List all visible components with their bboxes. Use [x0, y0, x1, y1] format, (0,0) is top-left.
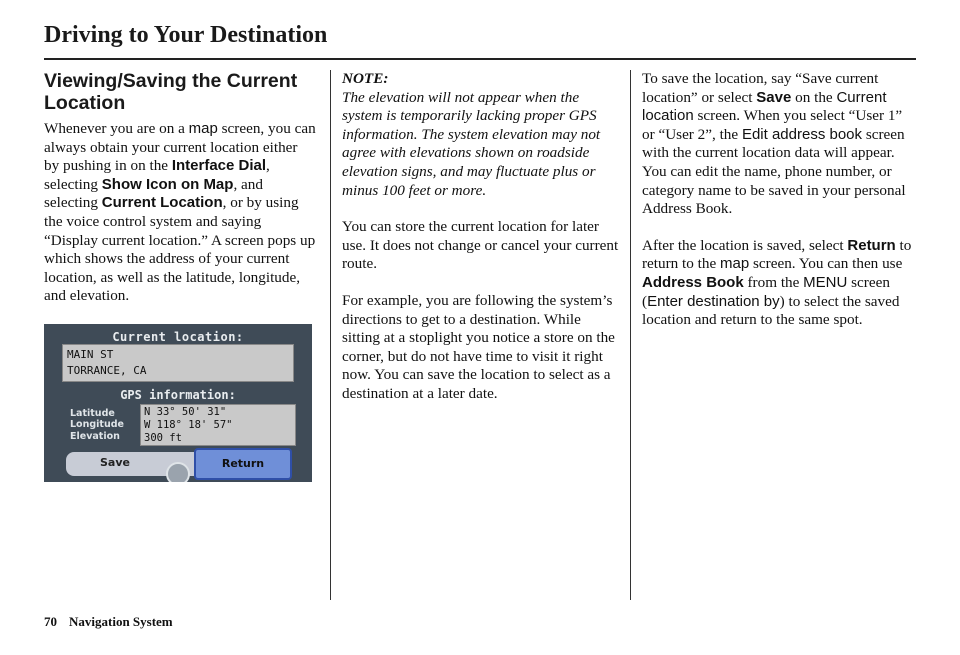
- latitude-label: Latitude: [70, 407, 115, 419]
- intro-paragraph: [44, 120, 316, 306]
- ui-term-edit-address-book: Edit address book: [741, 125, 863, 143]
- return-button[interactable]: Return: [194, 448, 292, 480]
- paragraph-return: [642, 237, 917, 330]
- column-divider: [330, 70, 331, 600]
- ui-term-current-location: Current Location: [101, 194, 223, 212]
- text: screen with the current location data will appear. You can edit the name, phone number, or category name to be saved in your personal Address Book.: [642, 125, 906, 218]
- elevation-label: Elevation: [70, 430, 120, 442]
- gps-values-box: [140, 404, 296, 446]
- text: ) to select the saved location and return to the same spot.: [642, 292, 900, 329]
- address-line-2: TORRANCE, CA: [67, 363, 147, 377]
- address-line-1: MAIN ST: [67, 347, 114, 361]
- ui-term-enter-destination: Enter destination by: [647, 292, 780, 310]
- column-1: [44, 70, 316, 482]
- address-box: [62, 344, 294, 382]
- ui-term-current-location: Current location: [642, 88, 887, 125]
- text: After the location is saved, select: [642, 236, 848, 254]
- note: [342, 70, 622, 200]
- save-button[interactable]: Save: [100, 455, 130, 469]
- column-divider: [630, 70, 631, 600]
- ui-term-menu: MENU: [803, 273, 848, 291]
- page-footer: [44, 614, 173, 630]
- text: , selecting: [44, 157, 270, 193]
- note-heading: NOTE:: [342, 70, 389, 87]
- elevation-value: 300 ft: [144, 431, 182, 444]
- column-3: [642, 70, 917, 348]
- longitude-value: W 118° 18' 57": [144, 418, 233, 431]
- ui-term-map: map: [720, 255, 750, 273]
- interface-dial-icon: [166, 462, 190, 482]
- note-body: The elevation will not appear when the system is temporarily lacking proper GPS information. The system elevation may not agree with elevations shown on roadside elevation signs, and may fluctuate plus or minus 100 feet or more.: [342, 88, 601, 199]
- text: screen, you can always obtain your current location either by pushing in on the: [44, 120, 316, 175]
- text: to return to the: [642, 236, 912, 273]
- gps-title: GPS information:: [120, 387, 236, 402]
- page-header: Driving to Your Destination: [44, 22, 328, 48]
- page-number: 70: [44, 614, 57, 629]
- longitude-label: Longitude: [70, 419, 124, 431]
- section-title: Viewing/Saving the Current Location: [44, 70, 298, 114]
- header-rule: [44, 58, 916, 60]
- gps-labels: [70, 408, 124, 443]
- text: screen. You can then use: [749, 255, 903, 273]
- text: from the: [743, 273, 804, 291]
- text: , or by using the voice control system and saying “Display current location.” A screen pops up which shows the address of your current location, as well as the latitude, longitude, and elevation.: [44, 194, 316, 305]
- screen-title: Current location:: [112, 329, 244, 344]
- text: , and selecting: [44, 175, 263, 212]
- current-location-screenshot: [44, 324, 312, 482]
- ui-term-return: Return: [847, 236, 896, 254]
- text: screen (: [642, 273, 890, 310]
- text: on the: [791, 88, 837, 106]
- paragraph-example: For example, you are following the system’s directions to get to a destination. While sitting at a stoplight you notice a store on the corner, but do not have time to visit it right now. You can save the location to select as a destination at a later date.: [342, 291, 615, 402]
- paragraph-save: [642, 70, 917, 219]
- footer-label: Navigation System: [69, 614, 173, 629]
- ui-term-interface-dial: Interface Dial: [171, 157, 267, 175]
- column-2: [342, 70, 622, 422]
- ui-term-show-icon: Show Icon on Map: [101, 175, 234, 193]
- latitude-value: N 33° 50' 31": [144, 405, 227, 418]
- text: screen. When you select “User 1” or “User 2”, the: [642, 107, 903, 143]
- ui-term-map: map: [188, 120, 218, 137]
- ui-term-save: Save: [756, 88, 792, 106]
- paragraph-store: You can store the current location for later use. It does not change or cancel your current route.: [342, 218, 619, 273]
- text: Whenever you are on a: [44, 120, 189, 137]
- text: To save the location, say “Save current location” or select: [642, 70, 879, 106]
- ui-term-address-book: Address Book: [642, 273, 744, 291]
